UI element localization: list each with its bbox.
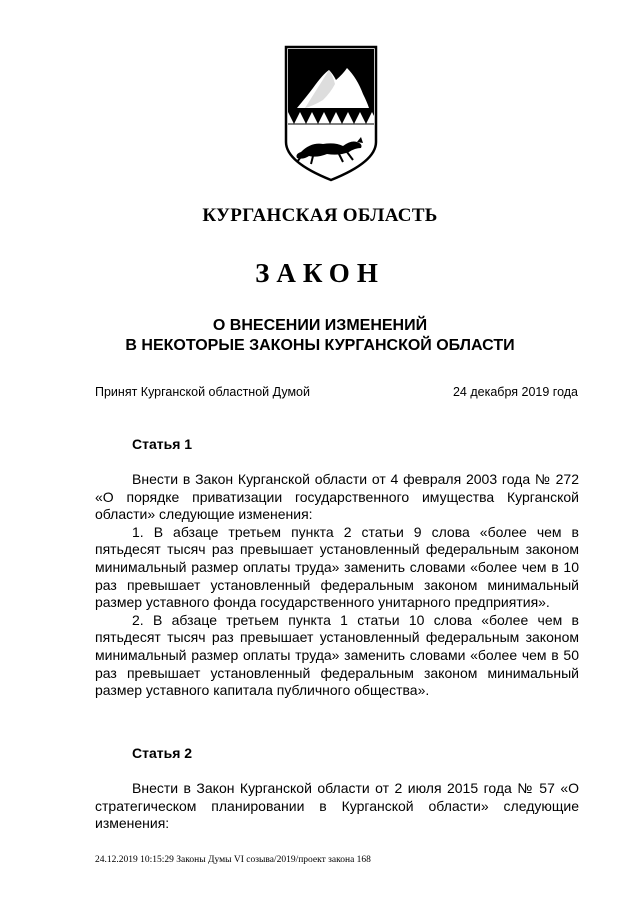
page-footer: 24.12.2019 10:15:29 Законы Думы VI созыва/2019/проект закона 168	[95, 855, 371, 865]
document-type: ЗАКОН	[255, 258, 385, 288]
law-title	[0, 316, 640, 356]
kurgan-coat-of-arms-icon	[283, 44, 379, 182]
article-2-heading: Статья 2	[132, 745, 193, 761]
article-1-intro: Внести в Закон Курганской области от 4 февраля 2003 года № 272 «О порядке приватизации государственного имущества Курганской области» следующие изменения:	[95, 471, 579, 523]
adopting-body: Принят Курганской областной Думой	[95, 385, 310, 399]
region-title: КУРГАНСКАЯ ОБЛАСТЬ	[202, 205, 438, 226]
law-title-line-1: О ВНЕСЕНИИ ИЗМЕНЕНИЙ	[212, 317, 428, 334]
article-1-heading: Статья 1	[132, 436, 193, 452]
adoption-date: 24 декабря 2019 года	[452, 385, 578, 399]
article-1-item-1: 1. В абзаце третьем пункта 2 статьи 9 слова «более чем в пятьдесят тысяч раз превышает установленный федеральным законом минимальный размер оплаты труда» заменить словами «более чем в 10 раз превышает установленный федеральным законом минимальный размер уставного фонда государственного унитарного предприятия».	[95, 523, 579, 611]
article-2-body	[95, 780, 579, 833]
article-2-intro: Внести в Закон Курганской области от 2 июля 2015 года № 57 «О стратегическом планировании в Курганской области» следующие изменения:	[95, 780, 579, 832]
law-title-line-2: В НЕКОТОРЫЕ ЗАКОНЫ КУРГАНСКОЙ ОБЛАСТИ	[125, 337, 515, 354]
article-1-item-2: 2. В абзаце третьем пункта 1 статьи 10 слова «более чем в пятьдесят тысяч раз превышает установленный федеральным законом минимальный размер оплаты труда» заменить словами «более чем в 50 раз превышает установленный федеральным законом минимальный размер уставного капитала публичного общества».	[95, 611, 579, 699]
article-1-body	[95, 471, 579, 700]
adoption-line	[95, 385, 578, 399]
